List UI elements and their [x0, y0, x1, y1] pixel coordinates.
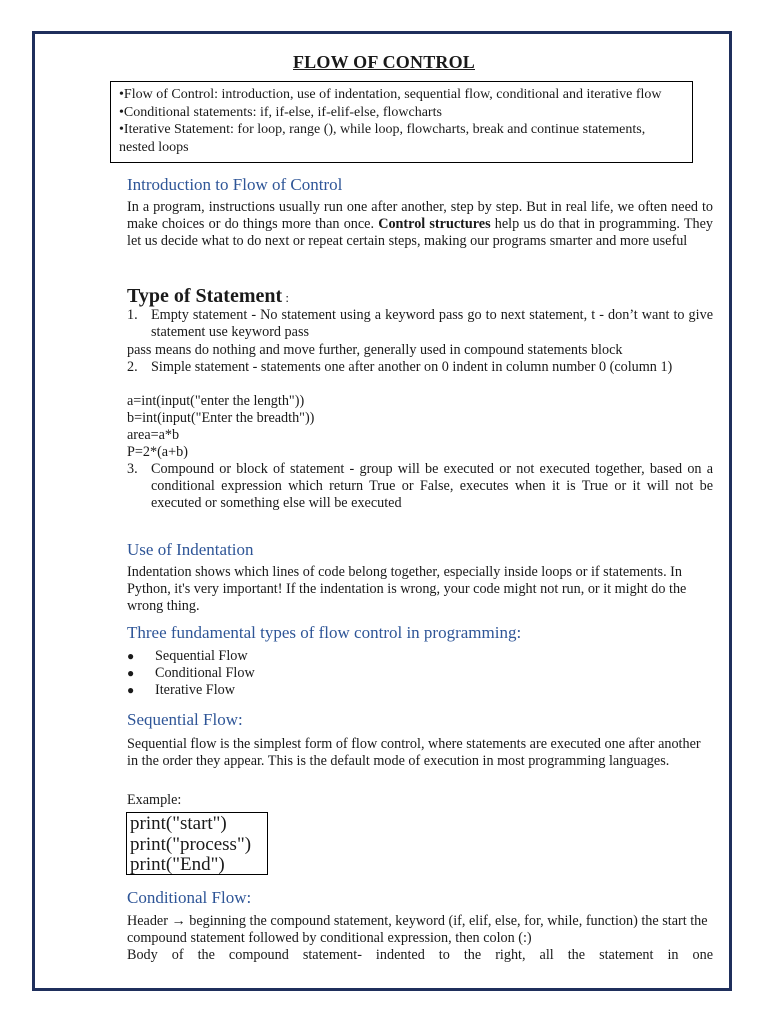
example-label: Example:	[127, 792, 182, 808]
intro-text-after: help us do that in programming. They let us decide what to do next or repeat certain steps, making our programs smarter and more useful	[127, 216, 713, 249]
flow-types-list	[127, 648, 255, 699]
list-item-2-text: Simple statement - statements one after another on 0 indent in column number 0 (column 1)	[151, 359, 673, 375]
type-heading-suffix: :	[282, 290, 290, 305]
code-example-line: print("start")	[130, 813, 227, 834]
conditional-paragraph-1: Header → beginning the compound statement, keyword (if, elif, else, for, while, function) the start the compound statement followed by conditional expression, then colon (:)	[127, 913, 708, 946]
page-title: FLOW OF CONTROL	[292, 52, 475, 72]
bullet-icon: ●	[127, 649, 135, 663]
list-item-3	[127, 461, 713, 512]
code-example-line: print("process")	[130, 833, 252, 855]
intro-bold-term: Control structures	[378, 216, 491, 232]
list-item	[127, 648, 255, 665]
conditional-paragraph-2: Body of the compound statement- indented to the right, all the statement in one	[127, 947, 713, 963]
intro-heading: Introduction to Flow of Control	[127, 175, 343, 194]
bullet-text: Conditional Flow	[155, 665, 255, 681]
intro-text-before: In a program, instructions usually run one after another, step by step. But in real life, we often need to make choices or do things more than once.	[127, 199, 713, 232]
list-item-2	[127, 359, 713, 376]
list-item-3-text: Compound or block of statement - group will be executed or not executed together, based on a conditional expression which return True or False, executes when it is True or it will not be executed or something else will be executed	[151, 461, 713, 511]
code-line-1: a=int(input("enter the length"))	[127, 393, 305, 409]
code-line-3: area=a*b	[127, 427, 180, 443]
list-item	[127, 665, 255, 682]
code-example-box	[126, 812, 268, 875]
list-num-3: 3.	[127, 461, 138, 477]
type-of-statement-heading	[127, 285, 289, 308]
list-item-1-text: Empty statement - No statement using a keyword pass go to next statement, t - don’t want to give statement use keyword pass	[151, 307, 713, 340]
list-item	[127, 682, 255, 699]
list-num-2: 2.	[127, 359, 138, 375]
bullet-text: Sequential Flow	[155, 648, 248, 664]
syllabus-line-1: •Flow of Control: introduction, use of indentation, sequential flow, conditional and iterative flow •Conditional statements: if, if-else, if-elif-else, flowcharts	[119, 87, 662, 120]
type-heading-text: Type of Statement	[127, 285, 283, 307]
intro-paragraph	[127, 199, 713, 250]
indentation-heading: Use of Indentation	[127, 540, 254, 559]
three-types-heading: Three fundamental types of flow control in programming:	[127, 623, 522, 642]
bullet-text: Iterative Flow	[155, 682, 235, 698]
bullet-icon: ●	[127, 666, 135, 680]
code-line-4: P=2*(a+b)	[127, 444, 188, 460]
code-line-2: b=int(input("Enter the breadth"))	[127, 410, 315, 426]
conditional-heading: Conditional Flow:	[127, 888, 252, 907]
sequential-paragraph: Sequential flow is the simplest form of flow control, where statements are executed one after another in the order they appear. This is the default mode of execution in most programming languages.	[127, 736, 701, 769]
sequential-heading: Sequential Flow:	[127, 710, 243, 729]
list-num-1: 1.	[127, 307, 138, 323]
list-item-1	[127, 307, 713, 341]
syllabus-line-2: •Iterative Statement: for loop, range (), while loop, flowcharts, break and continue statements, nested loops	[119, 122, 646, 155]
syllabus-box	[110, 81, 693, 163]
indentation-paragraph: Indentation shows which lines of code belong together, especially inside loops or if statements. In Python, it's very important! If the indentation is wrong, your code might not run, or it might do the wrong thing.	[127, 564, 687, 614]
pass-note: pass means do nothing and move further, generally used in compound statements block	[127, 342, 623, 358]
code-example-line: print("End")	[130, 854, 225, 875]
bullet-icon: ●	[127, 683, 135, 697]
